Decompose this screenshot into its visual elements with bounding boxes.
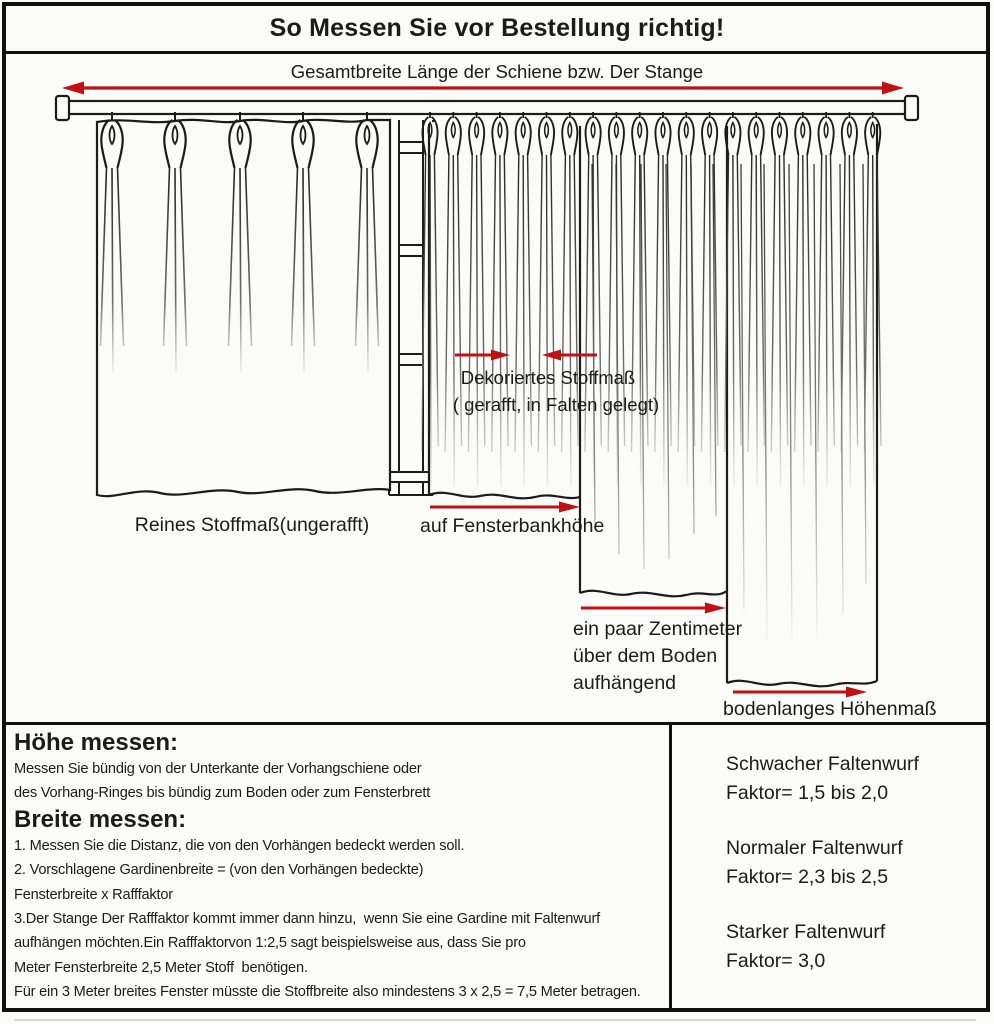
total-width-arrow <box>62 82 904 95</box>
fold-factor-item <box>726 750 988 807</box>
width-line: Meter Fensterbreite 2,5 Meter Stoff benötigen. <box>14 959 308 976</box>
left-curtain <box>97 112 390 496</box>
fold-factor-name: Schwacher Faltenwurf <box>726 753 919 775</box>
page-title: So Messen Sie vor Bestellung richtig! <box>269 14 725 42</box>
width-line: Für ein 3 Meter breites Fenster müsste die Stoffbreite also mindestens 3 x 2,5 = 7,5 Meter betragen. <box>14 984 641 1001</box>
fold-factor-item <box>726 834 988 891</box>
height-line: Messen Sie bündig von der Unterkante der Vorhangschiene oder <box>14 761 422 777</box>
scan-shadow-line <box>14 1019 976 1021</box>
sill-height-arrow <box>430 502 580 513</box>
height-heading: Höhe messen: <box>14 729 179 756</box>
fold-factor-value: Faktor= 3,0 <box>726 949 826 972</box>
fold-factor-panel <box>672 725 988 1008</box>
sill-height-label: auf Fensterbankhöhe <box>420 515 605 537</box>
width-line: 2. Vorschlagene Gardinenbreite = (von den Vorhängen bedeckte) <box>14 862 424 879</box>
decorated-width-label-2: ( gerafft, in Falten gelegt) <box>452 394 660 415</box>
floor-length-label: bodenlanges Höhenmaß <box>723 698 937 720</box>
bottom-panels <box>6 722 988 1008</box>
fold-factor-name: Normaler Faltenwurf <box>726 837 903 859</box>
fold-factor-value: Faktor= 2,3 bis 2,5 <box>726 865 889 888</box>
width-heading: Breite messen: <box>14 805 187 833</box>
rod-width-label: Gesamtbreite Länge der Schiene bzw. Der Stange <box>290 61 704 82</box>
width-line: 1. Messen Sie die Distanz, die von den Vorhängen bedeckt werden soll. <box>14 837 465 854</box>
floor-length-arrow <box>733 687 867 698</box>
decorated-width-label-1: Dekoriertes Stoffmaß <box>460 367 636 388</box>
measuring-instructions-panel <box>6 725 672 1008</box>
plain-fabric-label: Reines Stoffmaß(ungerafft) <box>134 514 370 536</box>
fold-factor-item <box>726 918 988 975</box>
height-line: des Vorhang-Ringes bis bündig zum Boden oder zum Fensterbrett <box>14 785 431 802</box>
above-floor-label-1: ein paar Zentimeter <box>573 618 743 640</box>
width-line: 3.Der Stange Der Rafffaktor kommt immer dann hinzu, wenn Sie eine Gardine mit Faltenwurf <box>14 911 600 928</box>
fold-factor-name: Starker Faltenwurf <box>726 921 886 943</box>
above-floor-label-3: aufhängend <box>573 672 677 694</box>
width-line: Fensterbreite x Rafffaktor <box>14 886 173 903</box>
width-line: aufhängen möchten.Ein Rafffaktorvon 1:2,5 sagt beispielsweise aus, dass Sie pro <box>14 935 526 952</box>
above-floor-label-2: über dem Boden <box>573 645 718 667</box>
above-floor-arrow <box>581 603 726 614</box>
curtain-rod <box>56 96 918 120</box>
fold-factor-value: Faktor= 1,5 bis 2,0 <box>726 781 889 804</box>
curtain-diagram <box>0 54 994 722</box>
title-bar <box>6 6 988 54</box>
